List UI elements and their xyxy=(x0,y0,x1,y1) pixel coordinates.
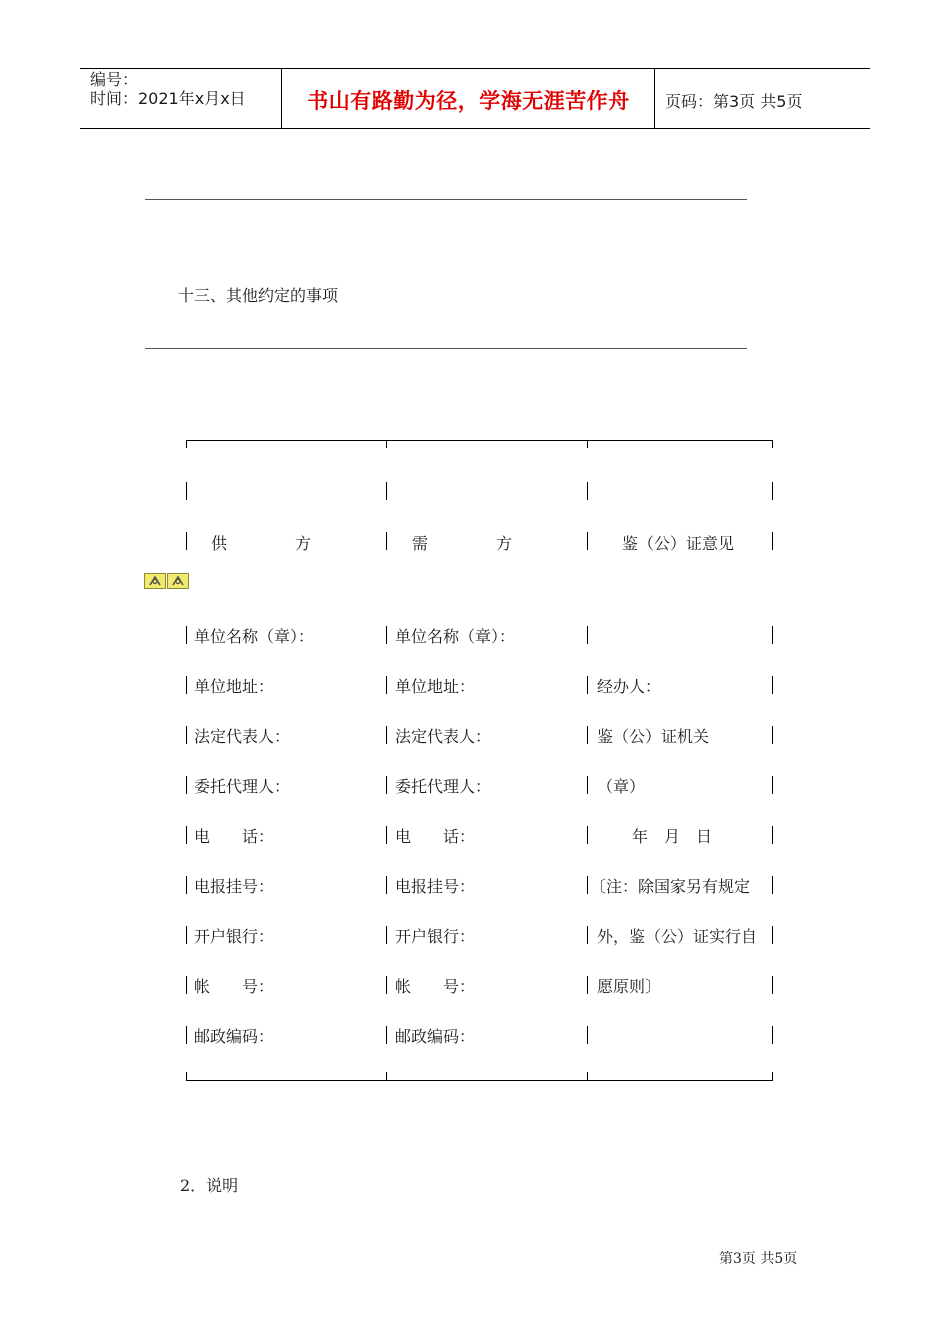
table-corner-tl xyxy=(186,440,187,448)
row-notary-seal: （章） xyxy=(597,777,646,796)
table-bar xyxy=(772,1026,773,1044)
row-buyer-telegraph: 电报挂号： xyxy=(395,877,476,896)
table-tee-top-2 xyxy=(587,440,588,448)
table-bar xyxy=(772,926,773,944)
row-notary-note-1: 〔注：除国家另有规定 xyxy=(590,877,751,896)
table-bar xyxy=(186,876,187,894)
header-meta xyxy=(90,70,246,108)
table-bar xyxy=(386,926,387,944)
table-tee-top-1 xyxy=(386,440,387,448)
row-supplier-postcode: 邮政编码： xyxy=(194,1027,275,1046)
row-buyer-bank: 开户银行： xyxy=(395,927,476,946)
row-supplier-legal-rep: 法定代表人： xyxy=(194,727,291,746)
row-supplier-agent: 委托代理人： xyxy=(194,777,291,796)
table-tee-bottom-1 xyxy=(386,1072,387,1080)
table-bar xyxy=(772,876,773,894)
header-page-number: 页码：第3页 共5页 xyxy=(665,92,803,111)
row-supplier-address: 单位地址： xyxy=(194,677,275,696)
row-supplier-bank: 开户银行： xyxy=(194,927,275,946)
row-buyer-legal-rep: 法定代表人： xyxy=(395,727,492,746)
blank-fill-line-2 xyxy=(145,348,747,349)
blank-fill-line-1 xyxy=(145,199,747,200)
row-buyer-address: 单位地址： xyxy=(395,677,476,696)
table-bar xyxy=(587,826,588,844)
row-notary-note-3: 愿原则〕 xyxy=(597,977,662,996)
table-bar xyxy=(587,626,588,644)
row-supplier-telegraph: 电报挂号： xyxy=(194,877,275,896)
table-bar xyxy=(386,626,387,644)
table-tee-bottom-2 xyxy=(587,1072,588,1080)
header-motto: 书山有路勤为径，学海无涯苦作舟 xyxy=(307,89,630,113)
broken-image-icons xyxy=(144,573,189,589)
table-bar xyxy=(772,776,773,794)
row-supplier-unit-name: 单位名称（章）： xyxy=(194,627,315,646)
col-header-supplier: 供 方 xyxy=(211,534,311,553)
table-bar xyxy=(386,876,387,894)
row-buyer-account: 帐 号： xyxy=(395,977,476,996)
col-header-buyer: 需 方 xyxy=(412,534,512,553)
header-date: 时间：2021年x月x日 xyxy=(90,89,246,108)
row-buyer-phone: 电 话： xyxy=(395,827,476,846)
table-bar xyxy=(772,826,773,844)
table-bar xyxy=(186,826,187,844)
row-supplier-account: 帐 号： xyxy=(194,977,275,996)
table-bottom-border xyxy=(186,1080,773,1081)
row-notary-date: 年 月 日 xyxy=(632,827,713,846)
table-bar xyxy=(587,776,588,794)
table-bar xyxy=(587,1026,588,1044)
table-bar xyxy=(386,482,387,500)
table-bar xyxy=(587,976,588,994)
header-number: 编号： xyxy=(90,70,139,89)
header-divider-2 xyxy=(654,68,655,129)
table-bar xyxy=(186,776,187,794)
table-bar xyxy=(587,532,588,550)
table-corner-bl xyxy=(186,1072,187,1080)
row-notary-handler: 经办人： xyxy=(597,677,662,696)
table-bar xyxy=(386,726,387,744)
table-bar xyxy=(772,976,773,994)
section-13-title: 十三、其他约定的事项 xyxy=(178,286,339,305)
table-bar xyxy=(186,676,187,694)
table-bar xyxy=(587,726,588,744)
table-bar xyxy=(386,776,387,794)
table-corner-tr xyxy=(772,440,773,448)
table-bar xyxy=(186,976,187,994)
col-header-notarization: 鉴（公）证意见 xyxy=(622,534,735,553)
table-bar xyxy=(386,826,387,844)
table-bar xyxy=(386,1026,387,1044)
table-bar xyxy=(772,532,773,550)
broken-image-icon xyxy=(144,573,166,589)
table-bar xyxy=(186,926,187,944)
header-top-rule xyxy=(80,68,870,69)
table-bar xyxy=(386,532,387,550)
table-bar xyxy=(186,626,187,644)
row-supplier-phone: 电 话： xyxy=(194,827,275,846)
table-bar xyxy=(772,482,773,500)
table-bar xyxy=(386,676,387,694)
row-notary-note-2: 外，鉴（公）证实行自 xyxy=(597,927,758,946)
row-notary-authority: 鉴（公）证机关 xyxy=(597,727,710,746)
table-bar xyxy=(186,482,187,500)
row-buyer-postcode: 邮政编码： xyxy=(395,1027,476,1046)
table-bar xyxy=(186,1026,187,1044)
table-bar xyxy=(772,626,773,644)
table-bar xyxy=(186,532,187,550)
table-bar xyxy=(587,876,588,894)
table-bar xyxy=(587,676,588,694)
section-2-explanation: 2．说明 xyxy=(180,1176,239,1195)
table-bar xyxy=(772,726,773,744)
row-buyer-agent: 委托代理人： xyxy=(395,777,492,796)
table-bar xyxy=(772,676,773,694)
header-bottom-rule xyxy=(80,128,870,129)
table-bar xyxy=(386,976,387,994)
table-bar xyxy=(186,726,187,744)
header-divider-1 xyxy=(281,68,282,129)
footer-page-number: 第3页 共5页 xyxy=(719,1251,798,1267)
table-top-border xyxy=(186,440,773,441)
table-corner-br xyxy=(772,1072,773,1080)
table-bar xyxy=(587,926,588,944)
table-bar xyxy=(587,482,588,500)
row-buyer-unit-name: 单位名称（章）： xyxy=(395,627,516,646)
broken-image-icon xyxy=(167,573,189,589)
